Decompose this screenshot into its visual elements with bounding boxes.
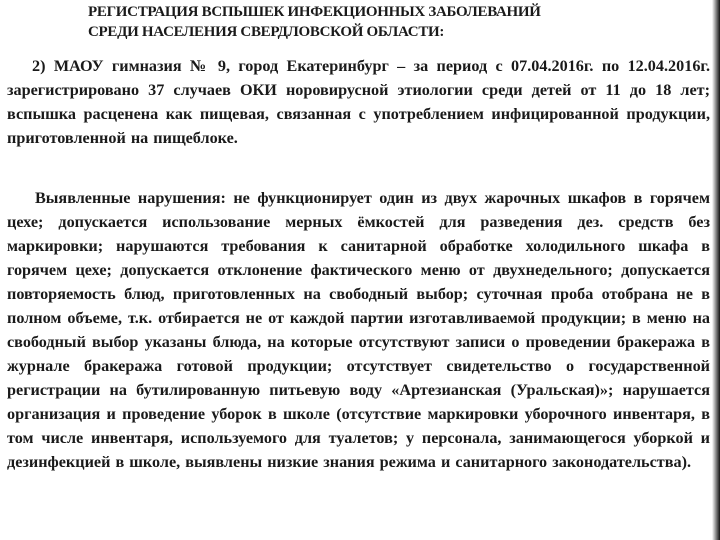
- outbreak-report-paragraph: 2) МАОУ гимназия № 9, город Екатеринбург – за период с 07.04.2016г. по 12.04.2016г. зарегистрировано 37 случаев ОКИ норовирусной этиологии среди детей от 11 до 18 лет; вспышка расценена как пищевая, связанная с употреблением инфицированной продукции, приготовленной на пищеблоке.: [7, 57, 710, 147]
- violations-lead: Выявленные нарушения:: [35, 189, 226, 207]
- title-line-2: СРЕДИ НАСЕЛЕНИЯ СВЕРДЛОВСКОЙ ОБЛАСТИ:: [88, 24, 445, 40]
- title-line-1: РЕГИСТРАЦИЯ ВСПЫШЕК ИНФЕКЦИОННЫХ ЗАБОЛЕВАНИЙ: [88, 4, 541, 20]
- slide-title: [88, 2, 648, 42]
- right-edge-border: [712, 0, 720, 540]
- violations-paragraph: [7, 186, 710, 474]
- violations-body: не функционирует один из двух жарочных шкафов в горячем цехе; допускается использование мерных ёмкостей для разведения дез. средств без маркировки; нарушаются требования к санитарной обработке холодильного шкафа в горячем цехе; допускается отклонение фактического меню от двухнедельного; допускается повторяемость блюд, приготовленных на свободный выбор; суточная проба отобрана не в полном объеме, т.к. отбирается не от каждой партии изготавливаемой продукции; в меню на свободный выбор указаны блюда, на которые отсутствуют записи о проведении бракеража в журнале бракеража готовой продукции; отсутствует свидетельство о государственной регистрации на бутилированную питьевую воду «Артезианская (Уральская)»; нарушается организация и проведение уборок в школе (отсутствие маркировки уборочного инвентаря, в том числе инвентаря, используемого для туалетов; у персонала, занимающегося уборкой и дезинфекцией в школе, выявлены низкие знания режима и санитарного законодательства).: [7, 189, 710, 471]
